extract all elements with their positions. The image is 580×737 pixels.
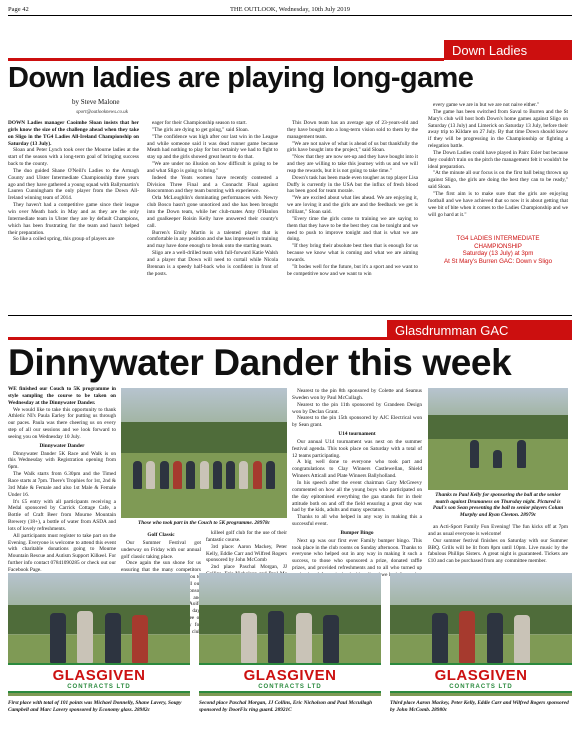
paragraph: 3rd place: Aaron Mackey, Peter Kelly, Eddie Carr and Wilfred Rogers sponsored by John McComb	[206, 543, 287, 564]
caption-ball-presentation: Thanks to Paul Kelly for sponsoring the ball at the senior match against Drumaness on Thursday night. Pictured is Paul's son Sean presenting the ball to senior players Colum Murphy and Ryan Cleeton. 28979c	[432, 492, 564, 518]
paragraph: "We are not naive of what is ahead of us but thankfully the girls have bought into the project," said Sloan.	[287, 140, 418, 154]
caption-third-place: Third place Aaron Mackey, Peter Kelly, Eddie Carr and Wilfred Rogers sponsored by John McComb. 28980c	[390, 700, 569, 713]
fixture-box	[428, 235, 568, 265]
paragraph: A big well done to everyone who took part and congratulations to Clay Winners Castlewellan, Shield Winners Atticall and Plate Winners Ballyholland.	[292, 459, 422, 480]
page-number: Page 42	[8, 6, 29, 13]
paragraph: Dinnywater Dander 5K Race and Walk is on this Wednesday with Registration opening from 6pm.	[8, 450, 116, 471]
story2-column-1	[8, 386, 116, 573]
paragraph: The Walk starts from 6.30pm and the Timed Race starts at 7pm. There's Trophies for 1st, 2nd & 3rd Male & Female and also 1st Male & Female Under 16.	[8, 471, 116, 498]
headline-down-ladies: Down ladies are playing long-game	[8, 62, 474, 94]
banner-subline: CONTRACTS LTD	[67, 683, 131, 690]
paragraph: "At the minute all our focus is on the first ball being thrown up against Sligo, the girls are doing the best they can to be ready," said Sloan.	[428, 170, 568, 191]
fixture-line: At St Mary's Burren GAC: Down v Sligo	[443, 257, 553, 265]
paragraph: WE finished our Couch to 5K programme in style sampling the course to be taken on Wednesday at the Dinnywater Dander.	[8, 386, 116, 406]
golf-column-b	[206, 530, 287, 570]
section-tab-down-ladies: Down Ladies	[444, 40, 572, 60]
section-rule-mid	[8, 337, 387, 340]
subhead-golf-classic: Golf Classic	[147, 532, 175, 538]
paragraph: "If they bring their absolute best then that is enough for us because we know what is coming and what we are aiming towards.	[287, 243, 418, 263]
paragraph: Nearest to the pin 15th sponsored by AJC Electrical won by Sean grant.	[292, 415, 422, 429]
paragraph: Sligo are a well-drilled team with full-forward Katie Walsh and a player that Down will need to curtail while Nicola Brennan is a speedy half-back who is confident in front of the posts.	[147, 250, 278, 277]
byline-email: sport@outlooknews.co.uk	[76, 110, 128, 115]
fixture-line: CHAMPIONSHIP	[474, 242, 522, 250]
paragraph: "It bodes well for the future, but it's a sport and we want to be competitive now and we want to win	[287, 263, 418, 277]
paragraph: Next up was our first ever Family bumper bingo. This took place in the club rooms on Sunday afternoon. Thanks to everyone who helped out in any way in making it such a success, to those who sponsored a prize, donated raffle prizes, and provided refreshments and to all who turned up we	[292, 537, 422, 578]
subhead-bumper-bingo: Bumper Bingo	[340, 529, 374, 536]
byline: by Steve Malone	[72, 98, 120, 106]
paragraph: an Acti-Sport Family Fun Evening! The fun kicks off at 7pm and as usual everyone is welcome!	[428, 524, 568, 537]
paragraph: eager for their Championship season to start.	[152, 120, 247, 126]
fixture-line: TG4 LADIES INTERMEDIATE	[456, 235, 540, 242]
paragraph: 2nd place Paschal Morgan, JJ	[211, 564, 287, 571]
story2-col4-paras	[292, 388, 422, 429]
caption-second-place: Second place Paschal Morgan, JJ Collins, Eric Nicholson and Paul Mccullagh sponsored by DoorFix ring guard. 28921C	[199, 700, 373, 713]
story2-col1b-paras	[8, 451, 116, 574]
section-rule-top	[8, 58, 444, 61]
paragraph: "Now that they are now set-up and they have bought into it and they are willing to take this journey with us and we will reap the rewards, but it is not going to take time."	[287, 154, 418, 174]
paragraph: "Every time the girls come to training we are saying to them that they have to be the best they can be tonight and we need to push to improve tonight and that is what we are doing.	[287, 215, 418, 243]
paragraph: Nearest to the pin 11th sponsored by Grandeen Design won by Declan Grant.	[292, 401, 422, 415]
paragraph: Sloan and Peter Lynch took over the Mourne ladies at the start of the season with a long-term goal of bringing success back to the county.	[8, 147, 139, 168]
story2-col4b-paras	[292, 439, 422, 528]
paragraph: The duo guided Shane O'Neill's Ladies to the Armagh County and Ulster Intermediate Championship three years ago and they have gathered a young squad with Ballymartin's Lauren Cunningham the only player from the Down All-Ireland winning team of 2014.	[8, 167, 139, 202]
paragraph: "The first aim is to make sure that the girls are enjoying football and we have achieved that so now it is about getting that wee bit of bite when it comes to the Ladies Championship and we will go hard at it."	[428, 190, 568, 218]
golf-column-a	[121, 530, 201, 635]
paragraph: We would like to take this opportunity to thank Athletic NI's Paula Earley for putting us through our paces. Paula was there cheering us on every step of all our sessions and we look forward to seeing you on Wednesday 10 July.	[8, 406, 116, 440]
story1-column-1	[8, 120, 139, 310]
page-folio	[8, 4, 572, 16]
paragraph: Indeed the Yeats women have recently contested a Division Three Final and a Connacht Final against Roscommon and they team bursting with experience.	[147, 174, 278, 195]
paragraph: Thanks to all who helped in any way in making this a successful event.	[292, 514, 422, 528]
paragraph: Our summer festival finishes on Saturday with our Summer BBQ. Grills will be lit from 8pm until 10pm. Live music by the fabulous Phillips Sisters. A great night is guaranteed. Tickets are £10 and can be purchased from any committee member.	[428, 537, 568, 565]
paragraph: The Down Ladies could have played in Pairc Esler but because they couldn't train on the pitch the management felt it wouldn't be ideal preparation.	[428, 149, 568, 170]
paragraph: Down's task has been made even tougher as top player Lisa Duffy is currently in the USA but the influx of fresh blood has been good for team morale.	[287, 174, 418, 195]
paragraph: It's £5 entry with all participants receiving a Medal sponsored by Carrick Cottage Cafe, a Bottle of Craft Beer from Mourne Mountain Brewery (18+), a bottle of water from ASDA and lots of lovely refreshments.	[8, 498, 116, 532]
paragraph: Our Summer Festival got underway on Friday with our annual golf classic taking place.	[121, 539, 201, 560]
section-tab-glasdrumman: Glasdrumman GAC	[387, 320, 572, 340]
paragraph: killeel golf club for the use of their fantastic course.	[206, 530, 287, 543]
photo-first-place	[8, 573, 190, 696]
paragraph: All participants must register to take part on the Evening. Everyone is welcome to attend this event with charitable donations going to Mourne Mountain Rescue and Autism Support Kilkeel. For further info contact 07841090285 or check out our Facebook Page.	[8, 532, 116, 573]
paragraph: Burren's Emily Martin is a talented player that is comfortable in any position and she has impressed in training and may have done enough to break onto the starting team.	[147, 229, 278, 250]
photo-ball-presentation	[428, 388, 568, 490]
paragraph: DOWN Ladies manager Caoimhe Sloan insists that her girls know the size of the challenge ahead when they take on Sligo in the TG4 Ladies All-Ireland Championship on Saturday (13 July).	[8, 120, 139, 147]
subhead-u14-tournament: U14 tournament	[338, 431, 376, 438]
paragraph: Nearest to the pin 8th sponsored by Colette and Seamus Sweden won by Paul McCullagh.	[292, 388, 422, 401]
banner-brand: GLASGIVEN	[434, 666, 528, 684]
story2-column-4	[292, 388, 422, 578]
story-divider	[8, 315, 572, 316]
paragraph: "The girls are dying to get going," said Sloan.	[152, 126, 250, 133]
paragraph: "We are excited about what lies ahead. We are enjoying it, we are loving it and the girls are and the feedback we get is brilliant," Sloan said.	[287, 195, 418, 215]
photo-second-place	[199, 573, 381, 696]
paragraph: "We are under no illusion on how difficult is going to be and what Sligo is going to bring."	[147, 161, 278, 174]
story2-col1-paras	[8, 386, 116, 441]
paragraph: This Down team has an average age of 23-years-old and they have bought into a long-term vision sold to them by the management team.	[287, 120, 418, 140]
fixture-line: Saturday (13 July) at 3pm	[462, 250, 534, 258]
paragraph: In his speech after the event chairman Gary McGreevy commented on how all the young boys who participated on the day epitomised everything the gaa stands for in their attitude both on and off the field ensuring a great day was had by the kids, adults and many spectators.	[292, 479, 422, 514]
story1-column-3	[287, 120, 418, 310]
paragraph: So like a coiled spring, this group of players are	[13, 236, 115, 243]
banner-brand: GLASGIVEN	[243, 666, 337, 684]
paper-dateline: THE OUTLOOK, Wednesday, 10th July 2019	[229, 6, 351, 13]
paragraph: The game has been switched from Saval to Burren and the St Mary's club will host both Down's home games against Sligo on Saturday (13 July) and Limerick on Saturday 13 July, before their away trip to Kildare on 27 July. By that time Down should know if they will be progressing in the Championship or fighting a relegation battle.	[428, 108, 568, 150]
photo-third-place	[390, 573, 572, 696]
story1-column-2	[147, 120, 278, 310]
paragraph: Once again the sun shone for us ensuring that the many competitors you our sponsor and Aoife day. for club	[121, 560, 201, 635]
banner-brand: GLASGIVEN	[52, 666, 146, 684]
paragraph: Orla McLoughlin's dominating performances with Newry club Bosco hasn't gone unnoticed and she has been brought into the Down team, while her club-mates Amy O'Hanlon and goalkeeper Roisin Kelly have answered their county's call.	[147, 195, 278, 229]
banner-subline: CONTRACTS LTD	[449, 683, 513, 690]
banner-subline: CONTRACTS LTD	[258, 683, 322, 690]
story1-column-4	[428, 102, 568, 232]
caption-couch-to-5k: Those who took part in the Couch to 5K programme. 28978c	[138, 520, 270, 526]
headline-dinnywater: Dinnywater Dander this week	[8, 342, 512, 383]
subhead-dinnywater-dander: Dinnywater Dander	[39, 442, 85, 449]
paragraph: "The confidence was high after our last win in the League and while someone said it was dead runner game because Meath had nothing to play for but certainly we had to fight to stay up and the girls showed great heart to do that.	[147, 133, 278, 161]
paragraph: Our annual U14 tournament was next on the summer festival agenda. This took place on Saturday with a total of 12 teams participating.	[292, 438, 422, 459]
caption-first-place: First place with total of 101 points was Michael Donnelly, Shane Lavery, Soupy Campbell and Marc Lavery sponsored by Economy glass. 28982c	[8, 700, 182, 713]
paragraph: They haven't had a competitive game since their league win over Meath back in May and as they are the only Intermediate team in Ulster they are by default Champions, which has been frustrating for the team and hasn't helped their preparation.	[8, 202, 139, 236]
photo-couch-to-5k	[121, 388, 287, 518]
paragraph: every game we are in but we are not naive either."	[433, 102, 540, 108]
story2-column-6	[428, 524, 568, 570]
